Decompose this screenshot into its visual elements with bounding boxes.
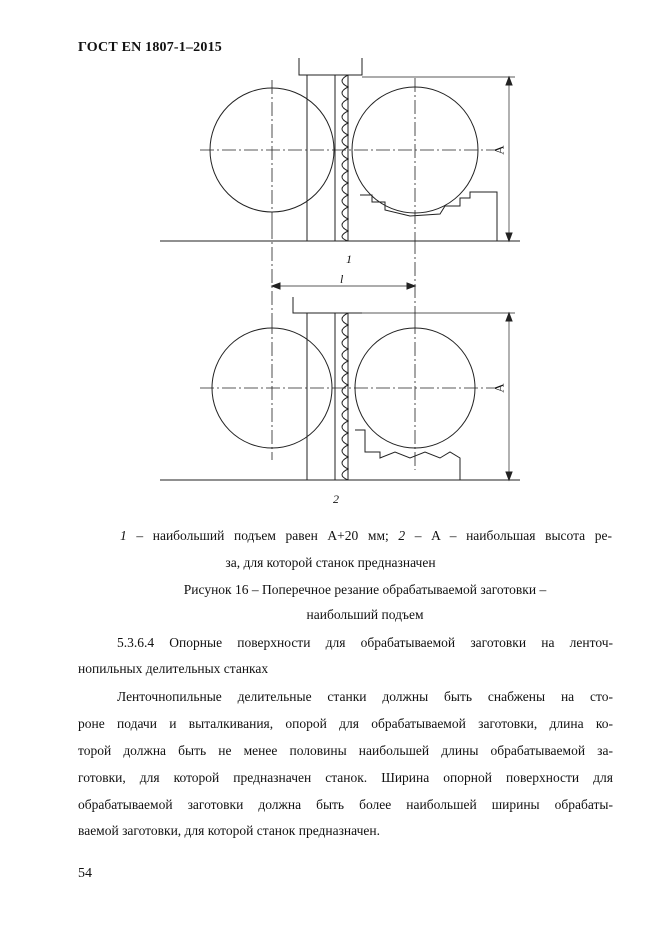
body-line: готовки, для которой предназначен станок. Ширина опорной поверхности для bbox=[78, 770, 613, 785]
panel1-label: 1 bbox=[346, 252, 352, 266]
panel1-fence-top bbox=[299, 58, 362, 75]
panel2-stepped-support bbox=[355, 430, 460, 480]
panel2-label: 2 bbox=[333, 492, 339, 506]
body-line: торой должна быть не менее половины наибольшей длины обрабатываемой за- bbox=[78, 743, 613, 758]
figure-title-line-1: Рисунок 16 – Поперечное резание обрабатываемой заготовки – bbox=[183, 582, 547, 597]
panel2-fence-top bbox=[293, 297, 362, 313]
panel1-stepped-support bbox=[360, 192, 497, 241]
body-line: обрабатываемой заготовки должна быть более наибольшей ширины обрабаты- bbox=[78, 797, 613, 812]
dimension-l-label: l bbox=[340, 272, 344, 286]
body-line: Ленточнопильные делительные станки должны быть снабжены на сто- bbox=[117, 689, 613, 704]
page-number: 54 bbox=[78, 866, 92, 881]
document-header: ГОСТ EN 1807-1–2015 bbox=[78, 40, 222, 55]
panel2-saw-teeth bbox=[342, 313, 348, 480]
figure-legend-line-1: 1 – наибольший подъем равен A+20 мм; 2 – A – наибольшая высота ре- bbox=[120, 528, 612, 543]
body-line: роне подачи и выталкивания, опорой для обрабатываемой заготовки, длина ко- bbox=[78, 716, 613, 731]
section-heading-line-1: 5.3.6.4 Опорные поверхности для обрабатываемой заготовки на ленточ- bbox=[117, 635, 613, 650]
figure-title-line-2: наибольший подъем bbox=[306, 607, 424, 622]
panel2-dimension-A-label: A bbox=[491, 383, 507, 393]
section-heading-line-2: нопильных делительных станках bbox=[78, 661, 269, 676]
figure-legend-line-2: за, для которой станок предназначен bbox=[225, 555, 436, 570]
panel1-dimension-A-label: A bbox=[491, 145, 507, 155]
panel1-saw-teeth bbox=[342, 75, 348, 241]
body-line: ваемой заготовки, для которой станок предназначен. bbox=[78, 823, 380, 838]
